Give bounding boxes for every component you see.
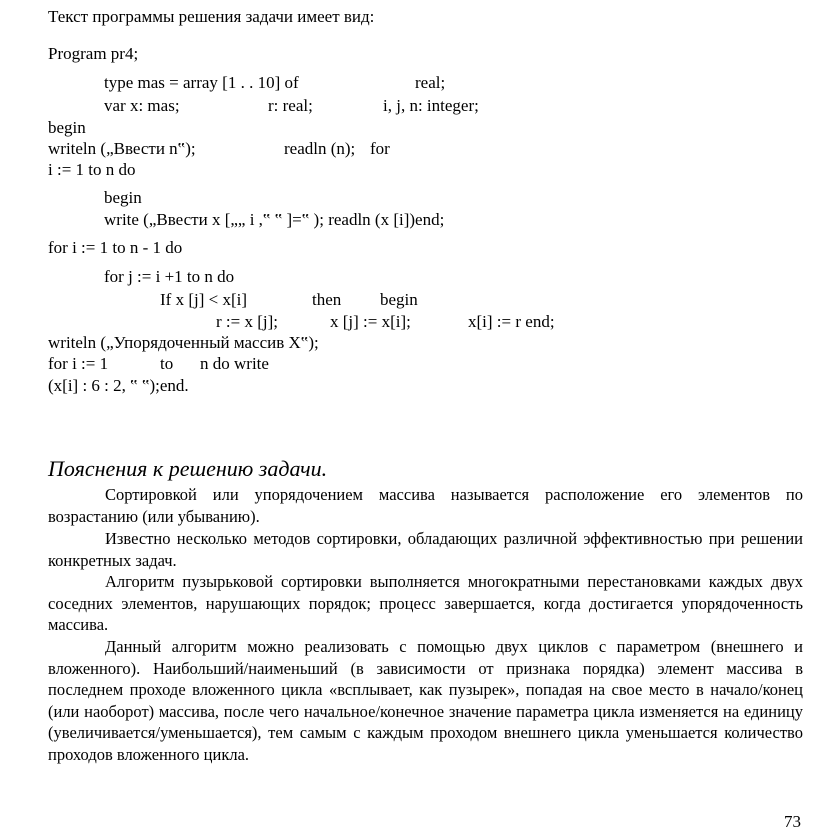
code-line: to: [160, 354, 174, 373]
section-heading: Пояснения к решению задачи.: [48, 456, 328, 481]
code-line: begin: [48, 118, 86, 137]
code-line: i := 1 to n do: [48, 160, 136, 179]
paragraph: Данный алгоритм можно реализовать с помощью двух циклов с параметром (внешнего и вложенного). Наибольший/наименьший (в зависимости от признака порядка) элемент массива в последнем проходе вложенного цикла «всплывает, как пузырек», попадая на свое место в начало/конец (или наоборот) массива, после чего начальное/конечное значение параметра цикла изменяется на единицу (увеличивается/уменьшается), тем самым с каждым проходом внешнего цикла уменьшается количество проходов вложенного цикла.: [48, 637, 803, 764]
code-line: real;: [415, 73, 446, 92]
code-line: writeln („Упорядоченный массив Х‟);: [48, 333, 319, 352]
code-line: begin: [380, 290, 418, 309]
paragraph: Алгоритм пузырьковой сортировки выполняется многократными перестановками каждых двух соседних элементов, нарушающих порядок; процесс завершается, когда достигается упорядоченность массива.: [48, 572, 803, 634]
code-line: for j := i +1 to n do: [104, 267, 235, 286]
code-line: If x [j] < x[i]: [160, 290, 248, 309]
code-line: r: real;: [268, 96, 313, 115]
code-line: r := x [j];: [216, 312, 278, 331]
intro-line: Текст программы решения задачи имеет вид:: [48, 7, 375, 26]
code-line: type mas = array [1 . . 10] of: [104, 73, 299, 92]
code-line: x [j] := x[i];: [330, 312, 411, 331]
code-line: readln (n);: [284, 139, 356, 158]
page-number: 73: [784, 812, 801, 831]
code-line: for i := 1: [48, 354, 109, 373]
code-line: var x: mas;: [104, 96, 180, 115]
paragraph: Сортировкой или упорядочением массива называется расположение его элементов по возрастанию (или убыванию).: [48, 485, 803, 526]
code-line: i, j, n: integer;: [383, 96, 479, 115]
code-line: then: [312, 290, 342, 309]
code-line: n do write: [200, 354, 269, 373]
code-line: begin: [104, 188, 142, 207]
code-line: Program pr4;: [48, 44, 139, 63]
code-line: x[i] := r end;: [468, 312, 555, 331]
code-line: (x[i] : 6 : 2, ‟ ‟);end.: [48, 376, 189, 395]
code-line: for i := 1 to n - 1 do: [48, 238, 183, 257]
code-line: for: [370, 139, 390, 158]
code-line: write („Ввести х [„„ i ,‟ ‟ ]=‟ ); readln (x [i])end;: [104, 210, 445, 229]
paragraph: Известно несколько методов сортировки, обладающих различной эффективностью при решении конкретных задач.: [48, 529, 803, 570]
code-line: writeln („Ввести n‟);: [48, 139, 196, 158]
